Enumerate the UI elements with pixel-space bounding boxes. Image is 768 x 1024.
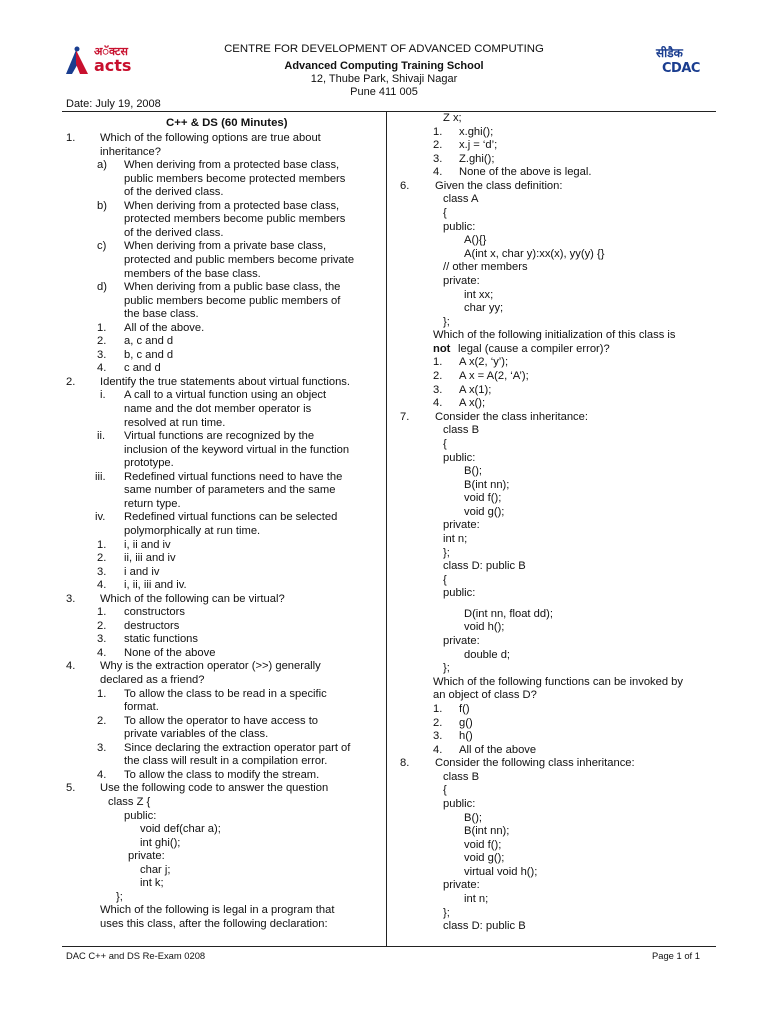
left-line: destructors bbox=[124, 619, 180, 632]
right-line: All of the above bbox=[459, 743, 537, 756]
left-line: c) bbox=[97, 240, 107, 253]
left-line: 2. bbox=[66, 375, 76, 388]
right-line: None of the above is legal. bbox=[459, 166, 592, 179]
right-line: x.ghi(); bbox=[459, 125, 494, 138]
left-line: constructors bbox=[124, 606, 185, 619]
left-line: same number of parameters and the same bbox=[124, 484, 336, 497]
right-line: public: bbox=[443, 220, 476, 233]
right-line: Consider the following class inheritance: bbox=[435, 757, 635, 770]
right-line: // other members bbox=[443, 261, 528, 274]
left-line: 5. bbox=[66, 782, 76, 795]
right-line: A(int x, char y):xx(x), yy(y) {} bbox=[464, 247, 605, 260]
left-line: Identify the true statements about virtual functions. bbox=[100, 375, 350, 388]
right-line: B(); bbox=[464, 465, 483, 478]
right-line: 2. bbox=[433, 370, 443, 383]
left-line: Which of the following is legal in a program that bbox=[100, 904, 335, 917]
left-line: the class will result in a compilation error. bbox=[124, 755, 328, 768]
right-line: class D: public B bbox=[443, 920, 526, 933]
header-rule bbox=[62, 111, 716, 112]
left-line: b) bbox=[97, 199, 107, 212]
left-line: 4. bbox=[97, 768, 107, 781]
right-line: D(int nn, float dd); bbox=[464, 607, 553, 620]
bold-not-word: not bbox=[433, 342, 451, 355]
left-line: Virtual functions are recognized by the bbox=[124, 430, 315, 443]
right-line: A x(); bbox=[459, 397, 486, 410]
right-line: an object of class D? bbox=[433, 689, 537, 702]
left-line: public members become protected members bbox=[124, 172, 346, 185]
left-line: 1. bbox=[97, 687, 107, 700]
left-line: polymorphically at run time. bbox=[124, 524, 261, 537]
right-line: 1. bbox=[433, 125, 443, 138]
right-line: Which of the following initialization of this class is bbox=[433, 329, 676, 342]
left-line: private: bbox=[128, 850, 165, 863]
left-line: protected and public members become private bbox=[124, 253, 355, 266]
left-line: When deriving from a public base class, the bbox=[124, 281, 341, 294]
right-line: 4. bbox=[433, 397, 443, 410]
right-line: void f(); bbox=[464, 492, 502, 505]
left-line: None of the above bbox=[124, 646, 216, 659]
left-line: b, c and d bbox=[124, 348, 174, 361]
cdac-logo-text: CDAC bbox=[662, 61, 700, 76]
left-line: i. bbox=[100, 389, 106, 402]
address-line-1: 12, Thube Park, Shivaji Nagar bbox=[310, 73, 458, 85]
left-line: 1. bbox=[66, 132, 76, 144]
left-line: A call to a virtual function using an object bbox=[124, 389, 327, 402]
left-line: inheritance? bbox=[100, 145, 161, 158]
left-line: Redefined virtual functions need to have the bbox=[124, 470, 343, 483]
left-line: 2. bbox=[97, 552, 107, 565]
footer-right: Page 1 of 1 bbox=[652, 950, 700, 961]
left-line: i, ii, iii and iv. bbox=[124, 579, 187, 592]
right-line: private: bbox=[443, 635, 480, 648]
right-line: int n; bbox=[443, 532, 468, 545]
left-line: class Z { bbox=[108, 795, 151, 808]
left-line: 1. bbox=[97, 606, 107, 619]
left-line: void def(char a); bbox=[140, 823, 221, 836]
right-line: class A bbox=[443, 193, 479, 206]
left-line: static functions bbox=[124, 633, 198, 646]
right-line: 8. bbox=[400, 757, 410, 770]
left-line: ii, iii and iv bbox=[124, 552, 176, 565]
left-line: 4. bbox=[97, 646, 107, 659]
address-line-2: Pune 411 005 bbox=[350, 86, 418, 98]
left-line: When deriving from a private base class, bbox=[124, 240, 327, 253]
left-line: name and the dot member operator is bbox=[124, 403, 312, 415]
left-line: Which of the following can be virtual? bbox=[100, 592, 285, 605]
left-line: resolved at run time. bbox=[124, 416, 226, 429]
left-line: 1. bbox=[97, 538, 107, 551]
left-line: Redefined virtual functions can be selected bbox=[124, 511, 338, 524]
left-line: 2. bbox=[97, 619, 107, 632]
right-line: void f(); bbox=[464, 838, 502, 851]
left-line: format. bbox=[124, 701, 159, 714]
left-line: c and d bbox=[124, 362, 161, 375]
left-line: iii. bbox=[95, 470, 106, 483]
right-line: { bbox=[443, 437, 447, 450]
left-line: uses this class, after the following declaration: bbox=[100, 917, 328, 930]
left-line: protected members become public members bbox=[124, 213, 346, 226]
right-line: }; bbox=[443, 906, 450, 919]
org-title: CENTRE FOR DEVELOPMENT OF ADVANCED COMPUTING bbox=[224, 43, 544, 55]
footer-rule bbox=[62, 946, 716, 947]
left-line: return type. bbox=[124, 497, 181, 510]
right-line: private: bbox=[443, 519, 480, 532]
right-line: Consider the class inheritance: bbox=[435, 410, 588, 423]
right-line: f() bbox=[459, 702, 470, 715]
left-line: char j; bbox=[140, 863, 171, 876]
left-line: i, ii and iv bbox=[124, 538, 171, 551]
right-line: char yy; bbox=[464, 302, 504, 315]
right-line: { bbox=[443, 573, 447, 586]
right-line: Z x; bbox=[443, 112, 462, 124]
left-line: d) bbox=[97, 281, 107, 294]
right-line: A x = A(2, ‘A’); bbox=[459, 370, 529, 383]
right-line: 2. bbox=[433, 139, 443, 152]
left-line: public members become public members of bbox=[124, 294, 341, 307]
right-line: void g(); bbox=[464, 852, 505, 865]
left-line: To allow the class to modify the stream. bbox=[124, 768, 320, 781]
right-line: }; bbox=[443, 546, 450, 559]
left-line: public: bbox=[124, 809, 157, 822]
right-line: class D: public B bbox=[443, 560, 526, 573]
left-line: To allow the class to be read in a specific bbox=[124, 687, 327, 700]
right-line: x.j = ‘d’; bbox=[459, 139, 498, 152]
right-line: 3. bbox=[433, 383, 443, 396]
right-line: int n; bbox=[464, 893, 489, 906]
right-line: int xx; bbox=[464, 288, 494, 301]
right-line: { bbox=[443, 784, 447, 797]
left-line: inclusion of the keyword virtual in the function bbox=[124, 443, 350, 456]
right-line: g() bbox=[459, 716, 473, 729]
right-line: { bbox=[443, 207, 447, 220]
right-line: virtual void h(); bbox=[464, 865, 538, 878]
left-line: 4. bbox=[97, 579, 107, 592]
right-line: private: bbox=[443, 879, 480, 892]
left-line: 4. bbox=[66, 660, 76, 673]
right-line: double d; bbox=[464, 648, 511, 661]
left-line: 4. bbox=[97, 362, 107, 375]
right-line: 4. bbox=[433, 743, 443, 756]
cdac-logo-hindi: सीडैक bbox=[656, 46, 683, 60]
left-line: prototype. bbox=[124, 457, 174, 470]
right-line: 6. bbox=[400, 179, 410, 192]
right-line: void g(); bbox=[464, 505, 505, 518]
right-line: legal (cause a compiler error)? bbox=[458, 342, 610, 355]
left-line: 2. bbox=[97, 714, 107, 727]
left-line: All of the above. bbox=[124, 321, 205, 334]
right-line: class B bbox=[443, 770, 480, 783]
right-line: 4. bbox=[433, 166, 443, 179]
right-line: 3. bbox=[433, 152, 443, 165]
right-line: Given the class definition: bbox=[435, 179, 563, 192]
footer-left: DAC C++ and DS Re-Exam 0208 bbox=[66, 950, 206, 961]
right-line: 2. bbox=[433, 716, 443, 729]
school-name: Advanced Computing Training School bbox=[284, 60, 484, 72]
left-line: a) bbox=[97, 159, 107, 172]
left-line: a, c and d bbox=[124, 335, 174, 348]
left-line: private variables of the class. bbox=[124, 728, 269, 741]
right-line: public: bbox=[443, 451, 476, 464]
right-line: }; bbox=[443, 315, 450, 328]
right-line: B(int nn); bbox=[464, 478, 510, 491]
left-line: Which of the following options are true about bbox=[100, 132, 321, 144]
left-line: int ghi(); bbox=[140, 836, 181, 849]
right-line: public: bbox=[443, 587, 476, 600]
left-line: Why is the extraction operator (>>) generally bbox=[100, 660, 321, 673]
right-line: }; bbox=[443, 662, 450, 675]
left-line: i and iv bbox=[124, 565, 160, 578]
right-line: class B bbox=[443, 424, 480, 437]
left-line: When deriving from a protected base class, bbox=[124, 199, 340, 212]
left-line: the base class. bbox=[124, 308, 199, 321]
left-line: iv. bbox=[95, 511, 106, 524]
left-line: 1. bbox=[97, 321, 107, 334]
right-line: Which of the following functions can be invoked by bbox=[433, 675, 683, 688]
right-line: 7. bbox=[400, 410, 410, 423]
left-line: of the derived class. bbox=[124, 186, 224, 199]
left-line: members of the base class. bbox=[124, 267, 261, 280]
left-line: 3. bbox=[97, 565, 107, 578]
left-line: To allow the operator to have access to bbox=[124, 714, 319, 727]
left-line: Use the following code to answer the question bbox=[100, 782, 329, 795]
right-line: A x(2, ‘y’); bbox=[459, 356, 509, 369]
left-line: 3. bbox=[97, 741, 107, 754]
column-divider bbox=[386, 111, 387, 946]
right-line: B(); bbox=[464, 811, 483, 824]
left-line: }; bbox=[116, 890, 123, 903]
acts-logo-hindi: अॅक्टस bbox=[94, 45, 128, 58]
right-line: void h(); bbox=[464, 621, 505, 634]
acts-logo-text: acts bbox=[94, 56, 132, 75]
exam-date: Date: July 19, 2008 bbox=[66, 98, 161, 110]
left-line: of the derived class. bbox=[124, 226, 224, 239]
left-line: ii. bbox=[97, 430, 106, 443]
right-line: 1. bbox=[433, 356, 443, 369]
right-line: h() bbox=[459, 730, 473, 743]
exam-title: C++ & DS (60 Minutes) bbox=[166, 117, 288, 129]
right-line: A(){} bbox=[464, 234, 487, 247]
left-line: When deriving from a protected base class, bbox=[124, 159, 340, 172]
left-line: int k; bbox=[140, 877, 164, 890]
left-line: 3. bbox=[97, 348, 107, 361]
right-line: Z.ghi(); bbox=[459, 152, 495, 165]
right-line: private: bbox=[443, 274, 480, 287]
right-line: B(int nn); bbox=[464, 825, 510, 838]
left-line: 2. bbox=[97, 335, 107, 348]
right-line: 3. bbox=[433, 730, 443, 743]
right-line: public: bbox=[443, 798, 476, 810]
left-line: 3. bbox=[97, 633, 107, 646]
left-line: Since declaring the extraction operator part of bbox=[124, 741, 351, 754]
right-line: A x(1); bbox=[459, 383, 492, 396]
left-line: declared as a friend? bbox=[100, 674, 205, 686]
right-line: 1. bbox=[433, 702, 443, 715]
left-line: 3. bbox=[66, 592, 76, 605]
